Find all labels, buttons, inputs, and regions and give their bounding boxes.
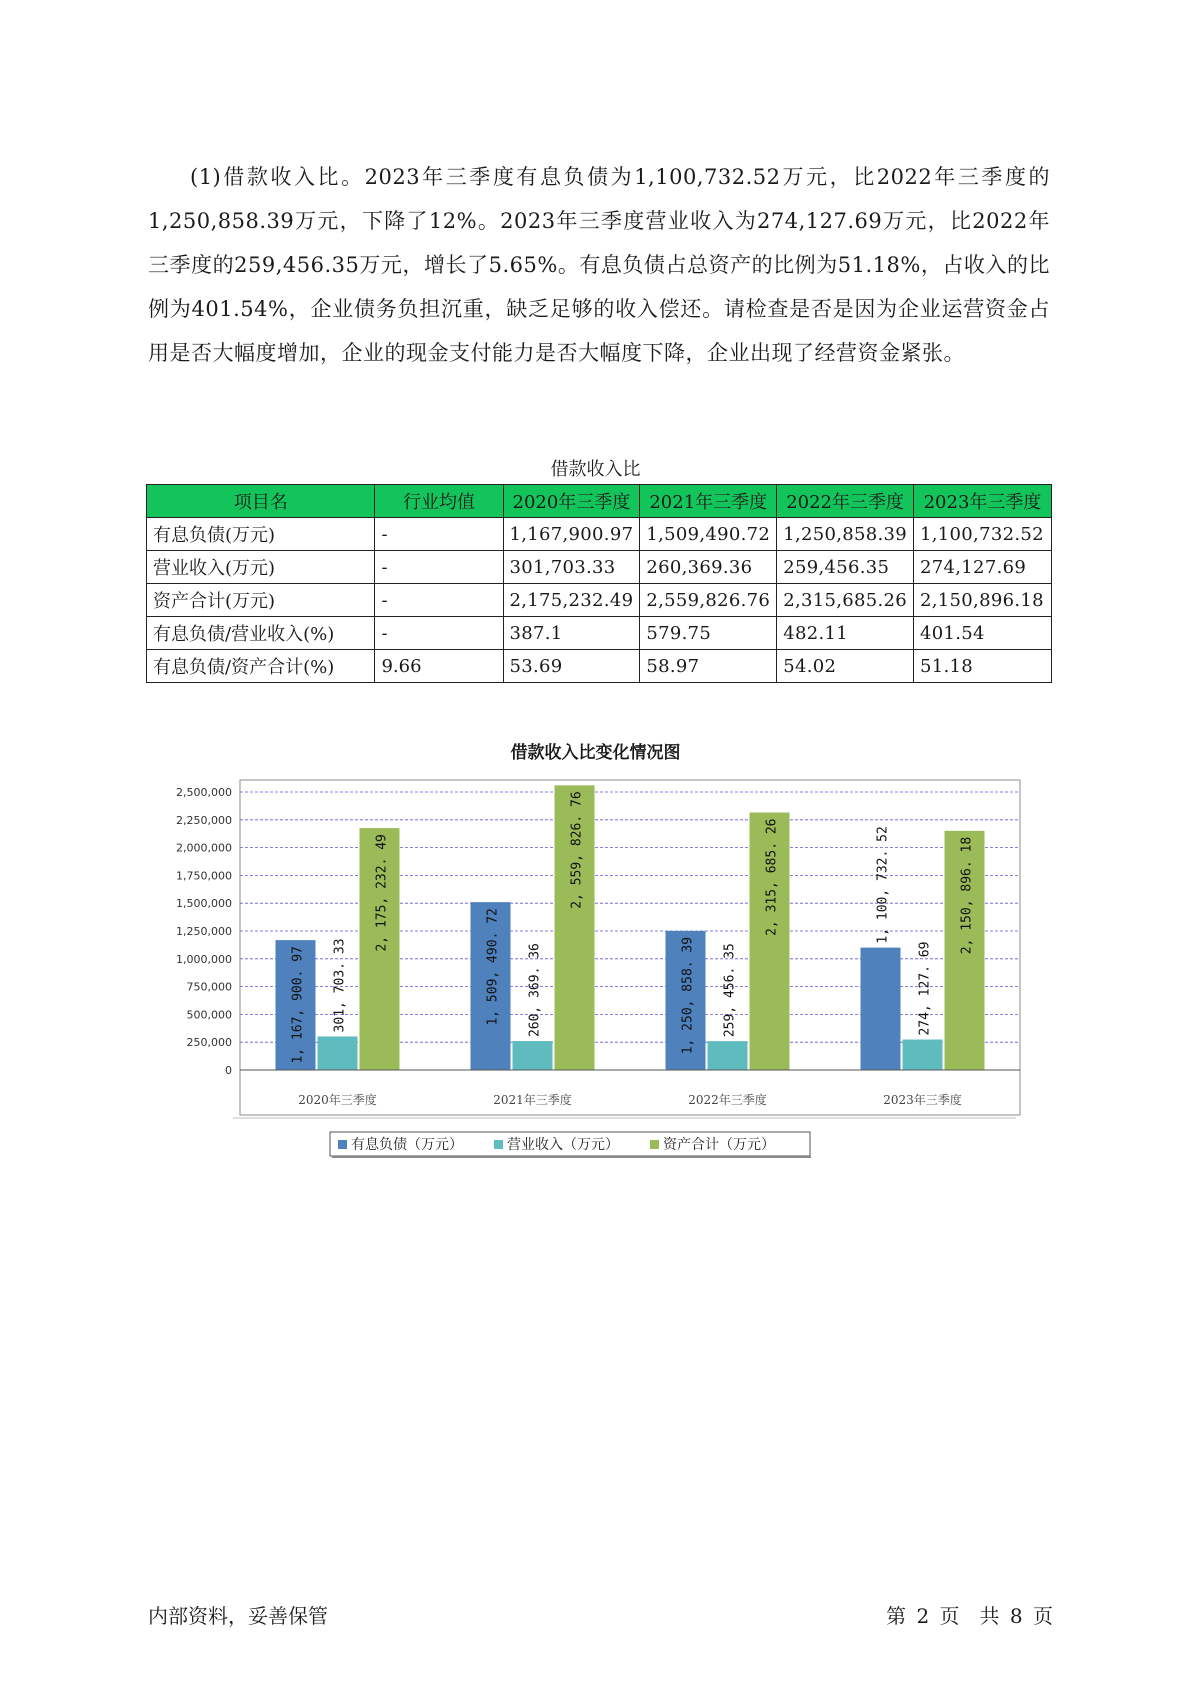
x-category-label: 2021年三季度 xyxy=(493,1093,572,1107)
table-cell: 579.75 xyxy=(640,617,777,650)
bar xyxy=(861,948,901,1070)
bar-value-label: 301, 703. 33 xyxy=(332,938,348,1033)
table-cell: 301,703.33 xyxy=(503,551,640,584)
footer-page-number: 第 2 页 共 8 页 xyxy=(886,1604,1053,1628)
table-cell: 54.02 xyxy=(777,650,914,683)
table-cell: 1,167,900.97 xyxy=(503,518,640,551)
table-cell: 387.1 xyxy=(503,617,640,650)
table-caption: 借款收入比 xyxy=(550,459,641,480)
y-tick-label: 1,750,000 xyxy=(176,869,232,883)
table-row xyxy=(147,584,1052,617)
bar xyxy=(708,1041,748,1070)
table-cell: 259,456.35 xyxy=(777,551,914,584)
table-cell: - xyxy=(375,584,503,617)
bar xyxy=(903,1040,943,1070)
table-cell: 58.97 xyxy=(640,650,777,683)
legend-label: 资产合计（万元） xyxy=(663,1137,775,1153)
table-cell: 53.69 xyxy=(503,650,640,683)
table-cell: 有息负债/营业收入(%) xyxy=(147,617,375,650)
header-cell: 2023年三季度 xyxy=(914,485,1052,518)
y-tick-label: 500,000 xyxy=(186,1008,232,1022)
footer-confidential-note: 内部资料，妥善保管 xyxy=(148,1604,328,1628)
table-cell: 9.66 xyxy=(375,650,503,683)
header-cell: 2021年三季度 xyxy=(640,485,777,518)
table-row xyxy=(147,518,1052,551)
table-cell: 1,250,858.39 xyxy=(777,518,914,551)
table-cell: 2,559,826.76 xyxy=(640,584,777,617)
bar-chart xyxy=(150,770,1030,1190)
x-category-label: 2022年三季度 xyxy=(688,1093,767,1107)
legend-label: 有息负债（万元） xyxy=(351,1137,463,1153)
x-category-label: 2020年三季度 xyxy=(298,1093,377,1107)
header-cell: 2020年三季度 xyxy=(503,485,640,518)
table-cell: 2,150,896.18 xyxy=(914,584,1052,617)
table-cell: 2,175,232.49 xyxy=(503,584,640,617)
table-cell: 有息负债(万元) xyxy=(147,518,375,551)
header-cell: 行业均值 xyxy=(375,485,503,518)
y-tick-label: 0 xyxy=(225,1064,232,1077)
header-cell: 项目名 xyxy=(147,485,375,518)
table-cell: 401.54 xyxy=(914,617,1052,650)
bar-value-label: 2, 559, 826. 76 xyxy=(569,791,585,909)
header-cell: 2022年三季度 xyxy=(777,485,914,518)
bar-value-label: 1, 100, 732. 52 xyxy=(875,826,891,944)
table-cell: 有息负债/资产合计(%) xyxy=(147,650,375,683)
chart-title: 借款收入比变化情况图 xyxy=(510,743,681,763)
table-cell: 2,315,685.26 xyxy=(777,584,914,617)
table-cell: 260,369.36 xyxy=(640,551,777,584)
table-cell: 1,100,732.52 xyxy=(914,518,1052,551)
y-tick-label: 2,500,000 xyxy=(176,786,232,799)
table-cell: 1,509,490.72 xyxy=(640,518,777,551)
y-tick-label: 1,500,000 xyxy=(176,897,232,911)
legend-label: 营业收入（万元） xyxy=(507,1137,619,1153)
bar-value-label: 1, 167, 900. 97 xyxy=(290,946,306,1064)
bar-value-label: 2, 315, 685. 26 xyxy=(764,818,780,936)
table-row xyxy=(147,617,1052,650)
table-cell: 51.18 xyxy=(914,650,1052,683)
y-tick-label: 2,000,000 xyxy=(176,841,232,855)
bar-value-label: 260, 369. 36 xyxy=(527,943,543,1038)
y-tick-label: 2,250,000 xyxy=(176,813,232,827)
bar xyxy=(513,1041,553,1070)
legend-swatch xyxy=(494,1140,503,1149)
table-row xyxy=(147,551,1052,584)
y-tick-label: 250,000 xyxy=(186,1036,232,1050)
table-cell: 营业收入(万元) xyxy=(147,551,375,584)
loan-income-table xyxy=(146,484,1052,683)
table-cell: 274,127.69 xyxy=(914,551,1052,584)
table-cell: - xyxy=(375,518,503,551)
bar-value-label: 2, 150, 896. 18 xyxy=(959,836,975,955)
table-cell: 482.11 xyxy=(777,617,914,650)
bar-value-label: 1, 509, 490. 72 xyxy=(485,908,501,1026)
table-cell: - xyxy=(375,617,503,650)
table-header-row xyxy=(147,485,1052,518)
bar-value-label: 2, 175, 232. 49 xyxy=(374,834,390,952)
bar xyxy=(318,1036,358,1070)
legend-swatch xyxy=(338,1140,347,1149)
y-tick-label: 1,000,000 xyxy=(176,952,232,966)
bar-value-label: 259, 456. 35 xyxy=(722,943,738,1038)
bar-value-label: 274, 127. 69 xyxy=(917,941,933,1036)
table-cell: 资产合计(万元) xyxy=(147,584,375,617)
y-tick-label: 1,250,000 xyxy=(176,925,232,938)
table-row xyxy=(147,650,1052,683)
y-tick-label: 750,000 xyxy=(186,980,232,994)
table-cell: - xyxy=(375,551,503,584)
x-category-label: 2023年三季度 xyxy=(883,1093,962,1107)
legend-swatch xyxy=(650,1140,659,1149)
bar-value-label: 1, 250, 858. 39 xyxy=(680,936,696,1055)
analysis-paragraph: (1)借款收入比。2023年三季度有息负债为1,100,732.52万元，比2022年三季度的1,250,858.39万元，下降了12%。2023年三季度营业收入为274,127.69万元，比2022年三季度的259,456.35万元，增长了5.65%。有息负债占总资产的比例为51.18%，占收入的比例为401.54%，企业债务负担沉重，缺乏足够的收入偿还。请检查是否是因为企业运营资金占用是否大幅度增加，企业的现金支付能力是否大幅度下降，企业出现了经营资金紧张。 xyxy=(148,165,1050,365)
